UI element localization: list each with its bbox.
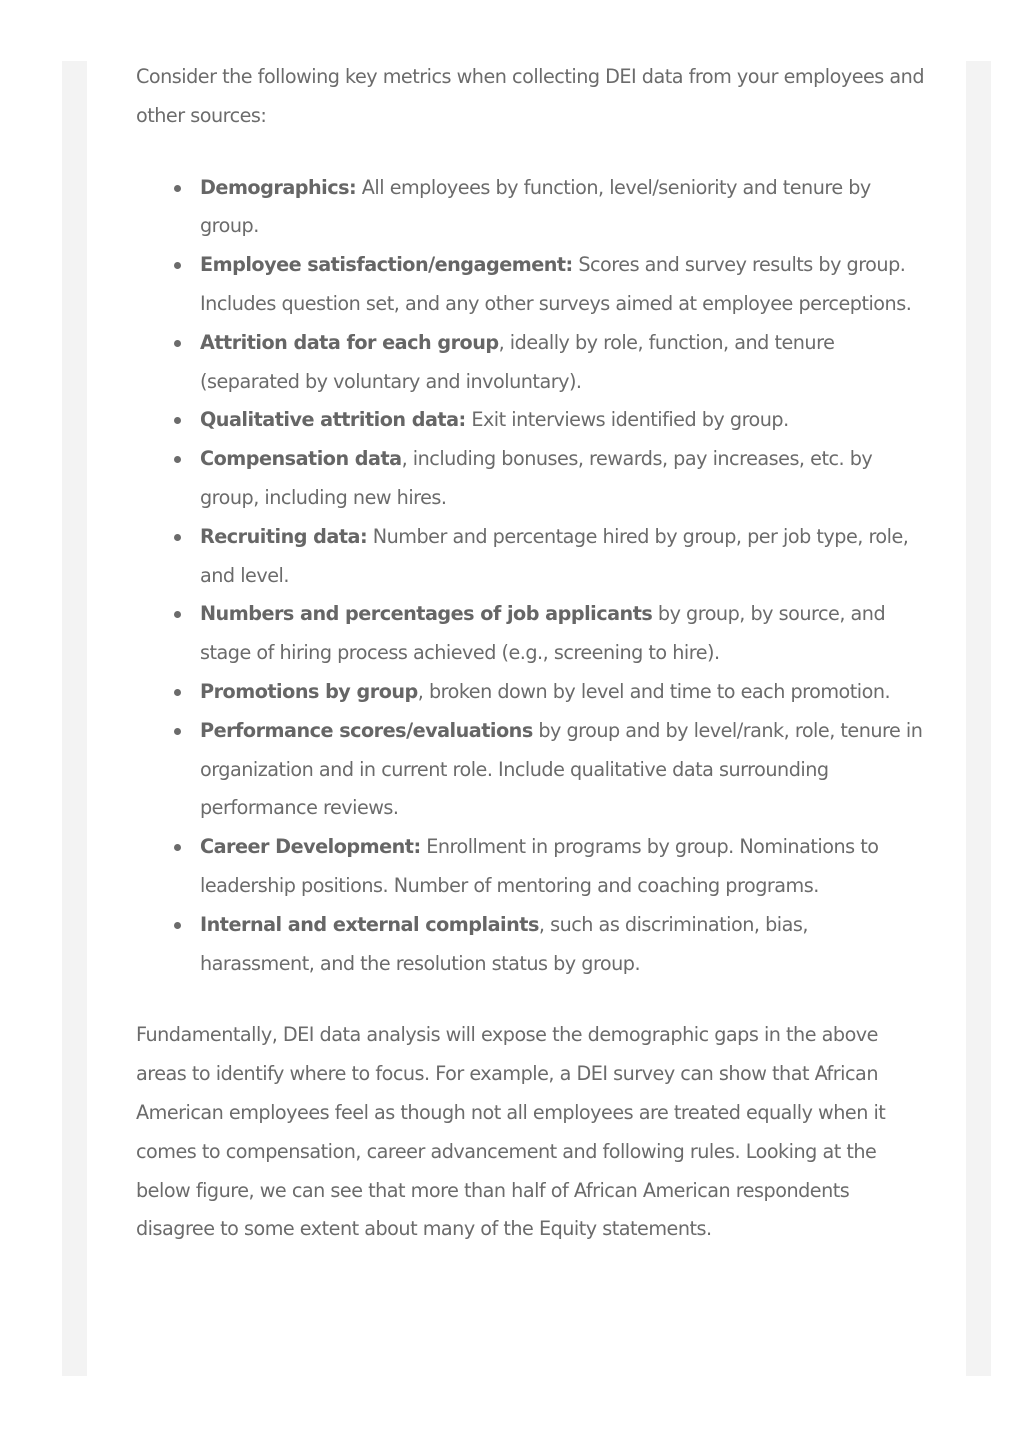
list-item xyxy=(200,518,926,596)
list-item xyxy=(200,595,926,673)
metric-label: Career Development: xyxy=(200,835,421,859)
bullet-icon xyxy=(174,417,181,424)
metric-text: , ideally by role, function, and tenure (separated by voluntary and involuntary). xyxy=(200,330,835,393)
metric-text: Number and percentage hired by group, per job type, role, and level. xyxy=(200,524,909,587)
right-margin-bar xyxy=(966,61,991,1376)
metric-text: by group, by source, and stage of hiring process achieved (e.g., screening to hire). xyxy=(200,602,886,665)
metric-text: , including bonuses, rewards, pay increases, etc. by group, including new hires. xyxy=(200,447,873,509)
metric-text: by group and by level/rank, role, tenure in organization and in current role. Include qualitative data surrounding performance reviews. xyxy=(200,718,923,820)
metric-label: Numbers and percentages of job applicants xyxy=(200,602,653,626)
closing-paragraph: Fundamentally, DEI data analysis will expose the demographic gaps in the above areas to identify where to focus. For example, a DEI survey can show that African American employees feel as though not all employees are treated equally when it comes to compensation, career advancement and following rules. Looking at the below figure, we can see that more than half of African American respondents disagree to some extent about many of the Equity statements. xyxy=(136,1023,886,1241)
bullet-icon xyxy=(174,456,181,463)
bullet-icon xyxy=(174,534,181,541)
bullet-icon xyxy=(174,611,181,618)
list-item xyxy=(200,828,926,906)
bullet-icon xyxy=(174,262,181,269)
metric-label: Compensation data xyxy=(200,447,402,471)
bullet-icon xyxy=(174,844,181,851)
list-item xyxy=(200,246,926,324)
metric-text: , such as discrimination, bias, harassment, and the resolution status by group. xyxy=(200,912,808,975)
metric-text: All employees by function, level/seniority and tenure by group. xyxy=(200,175,871,238)
bullet-icon xyxy=(174,185,181,192)
metric-label: Recruiting data: xyxy=(200,524,368,548)
metric-label: Internal and external complaints xyxy=(200,912,539,936)
metric-label: Promotions by group xyxy=(200,679,418,703)
bullet-icon xyxy=(174,922,181,929)
article-content xyxy=(136,58,926,1249)
bullet-icon xyxy=(174,728,181,735)
metric-label: Employee satisfaction/engagement: xyxy=(200,253,573,277)
metric-text: , broken down by level and time to each promotion. xyxy=(417,679,891,703)
metric-text: Enrollment in programs by group. Nominations to leadership positions. Number of mentoring and coaching programs. xyxy=(200,835,879,897)
metric-text: Exit interviews identified by group. xyxy=(465,408,789,432)
metrics-list xyxy=(136,169,926,984)
bullet-icon xyxy=(174,689,181,696)
metric-label: Demographics: xyxy=(200,175,357,199)
bullet-icon xyxy=(174,340,181,347)
list-item xyxy=(200,712,926,828)
list-item xyxy=(200,401,926,440)
list-item xyxy=(200,906,926,984)
list-item xyxy=(200,673,926,712)
left-margin-bar xyxy=(62,61,87,1376)
intro-paragraph: Consider the following key metrics when collecting DEI data from your employees and other sources: xyxy=(136,65,925,127)
metric-label: Qualitative attrition data: xyxy=(200,408,466,432)
list-item xyxy=(200,324,926,402)
metric-text: Scores and survey results by group. Includes question set, and any other surveys aimed at employee perceptions. xyxy=(200,253,912,315)
metric-label: Attrition data for each group xyxy=(200,330,499,354)
list-item xyxy=(200,169,926,247)
metric-label: Performance scores/evaluations xyxy=(200,718,533,742)
list-item xyxy=(200,440,926,518)
